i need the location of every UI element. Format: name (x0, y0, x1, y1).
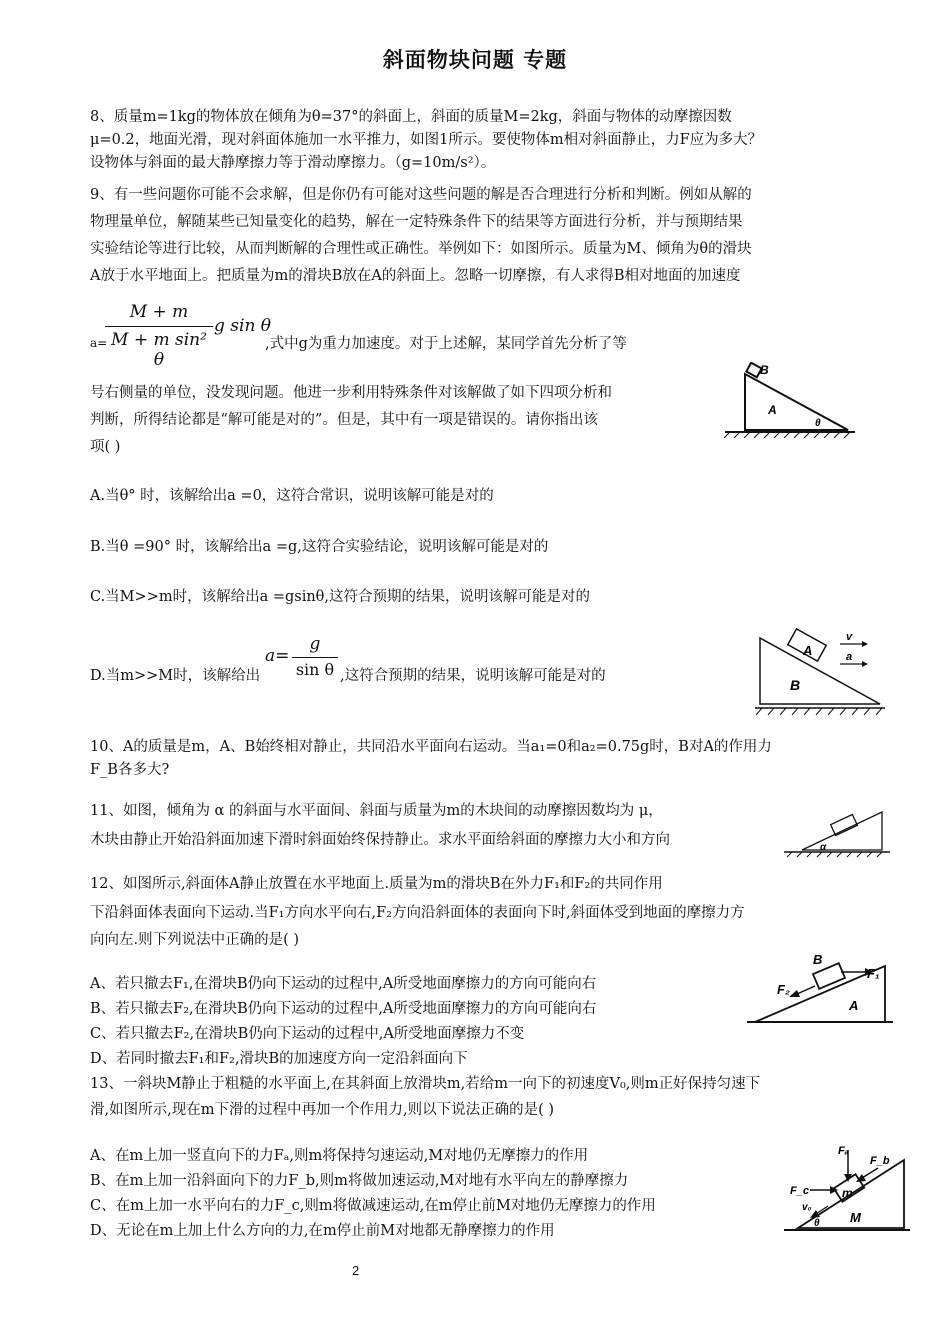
label-a: A (849, 998, 859, 1013)
label-b: B (813, 952, 823, 967)
q13-option-d: D、无论在m上加上什么方向的力,在m停止前M对地都无静摩擦力的作用 (90, 1223, 555, 1239)
q13-option-b: B、在m上加一沿斜面向下的力F_b,则m将做加速运动,M对地有水平向左的静摩擦力 (90, 1173, 629, 1189)
q11-line1: 11、如图，倾角为 α 的斜面与水平面间、斜面与质量为m的木块间的动摩擦因数均为 μ， (90, 803, 663, 819)
q9-line5: ,式中g为重力加速度。对于上述解，某同学首先分析了等 (265, 336, 627, 352)
formula-factor: g sin θ (214, 316, 272, 336)
option-d-lhs: a= (265, 646, 290, 666)
label-a: A (803, 643, 813, 658)
label-a-accel: a (846, 651, 853, 663)
q10-line2: F_B各多大? (90, 762, 170, 778)
fraction-bar (105, 326, 213, 327)
q12-line2: 下沿斜面体表面向下运动.当F₁方向水平向右,F₂方向沿斜面体的表面向下时,斜面体受到地面的摩擦力方 (90, 905, 745, 921)
formula-numerator: M + m (129, 302, 189, 322)
label-fb: F_b (870, 1155, 890, 1167)
incline (802, 812, 882, 850)
q9-option-d-post: ,这符合预期的结果，说明该解可能是对的 (340, 668, 606, 684)
q9-option-a: A.当θ° 时，该解给出a =0，这符合常识，说明该解可能是对的 (90, 488, 494, 504)
page-title: 斜面物块问题 专题 (382, 47, 568, 72)
q9-line2: 物理量单位，解随某些已知量变化的趋势，解在一定特殊条件下的结果等方面进行分析，并与预期结果 (90, 214, 743, 230)
label-theta: θ (814, 1218, 820, 1229)
option-d-numerator: g (309, 634, 321, 654)
q13-option-a: A、在m上加一竖直向下的力Fₐ,则m将保持匀速运动,M对地仍无摩擦力的作用 (90, 1148, 589, 1164)
label-b: B (790, 677, 801, 693)
q13-option-c: C、在m上加一水平向右的力F_c,则m将做减速运动,在m停止前M对地仍无摩擦力的作用 (90, 1198, 656, 1214)
label-a: A (768, 403, 777, 417)
option-d-denominator: sin θ (295, 660, 335, 679)
q12-option-c: C、若只撤去F₂,在滑块B仍向下运动的过程中,A所受地面摩擦力不变 (90, 1026, 525, 1042)
q9-line3: 实验结论等进行比较，从而判断解的合理性或正确性。举例如下：如图所示。质量为M、倾角为θ的滑块 (90, 241, 752, 257)
label-fa: Fₐ (838, 1145, 849, 1157)
q12-line3: 向向左.则下列说法中正确的是( ) (90, 932, 300, 948)
option-d-bar (292, 657, 338, 658)
q8-line3: 设物体与斜面的最大静摩擦力等于滑动摩擦力。（g=10m/s²）。 (90, 155, 496, 171)
q12-option-b: B、若只撤去F₂,在滑块B仍向下运动的过程中,A所受地面摩擦力的方向可能向右 (90, 1001, 597, 1017)
q9-option-c: C.当M>>m时，该解给出a =gsinθ,这符合预期的结果，说明该解可能是对的 (90, 589, 591, 605)
label-alpha: α (820, 842, 827, 853)
q11-line2: 木块由静止开始沿斜面加速下滑时斜面始终保持静止。求水平面给斜面的摩擦力大小和方向 (90, 832, 670, 848)
q11-figure (782, 808, 892, 858)
label-f2: F₂ (777, 982, 790, 997)
q9-figure (720, 362, 860, 438)
label-v: v (846, 631, 853, 643)
label-f1: F₁ (867, 966, 880, 981)
label-big-m: M (850, 1210, 861, 1225)
q13-figure (782, 1140, 912, 1236)
wedge-a (745, 374, 848, 430)
label-b: B (760, 363, 769, 377)
label-theta: θ (815, 418, 821, 429)
q12-line1: 12、如图所示,斜面体A静止放置在水平地面上.质量为m的滑块B在外力F₁和F₂的共同作用 (90, 876, 663, 892)
q9-option-d-pre: D.当m>>M时，该解给出 (90, 668, 261, 684)
label-m: m (842, 1186, 853, 1200)
q9-line8: 项( ) (90, 439, 121, 455)
q9-line1: 9、有一些问题你可能不会求解，但是你仍有可能对这些问题的解是否合理进行分析和判断。例如从解的 (90, 187, 752, 203)
label-fc: F_c (790, 1185, 809, 1197)
q8-line1: 8、质量m=1kg的物体放在倾角为θ=37°的斜面上，斜面的质量M=2kg，斜面与物体的动摩擦因数 (90, 109, 732, 125)
q9-line4: A放于水平地面上。把质量为m的滑块B放在A的斜面上。忽略一切摩擦，有人求得B相对地面的加速度 (90, 268, 741, 284)
q9-option-b: B.当θ =90° 时，该解给出a =g,这符合实验结论，说明该解可能是对的 (90, 539, 549, 555)
label-v0: v₀ (802, 1202, 812, 1213)
q9-line7: 判断，所得结论都是“解可能是对的”。但是，其中有一项是错误的。请你指出该 (90, 412, 598, 428)
q9-line6: 号右侧量的单位，没发现问题。他进一步利用特殊条件对该解做了如下四项分析和 (90, 385, 612, 401)
q12-figure (745, 950, 895, 1030)
q13-line1: 13、一斜块M静止于粗糙的水平面上,在其斜面上放滑块m,若给m一向下的初速度V₀,则m正好保持匀速下 (90, 1076, 761, 1092)
q10-figure (750, 628, 890, 718)
q12-option-a: A、若只撤去F₁,在滑块B仍向下运动的过程中,A所受地面摩擦力的方向可能向右 (90, 976, 597, 992)
page-number: 2 (352, 1263, 360, 1278)
wedge-b (760, 638, 880, 704)
formula-denominator: M + m sin² θ (111, 330, 207, 370)
formula-lhs: a= (90, 336, 108, 350)
q13-line2: 滑,如图所示,现在m下滑的过程中再加一个作用力,则以下说法正确的是( ) (90, 1102, 554, 1118)
q8-line2: μ=0.2，地面光滑，现对斜面体施加一水平推力，如图1所示。要使物体m相对斜面静止，力F应为多大？ (90, 132, 763, 148)
q10-line1: 10、A的质量是m，A、B始终相对静止，共同沿水平面向右运动。当a₁=0和a₂=0.75g时，B对A的作用力 (90, 739, 772, 755)
q12-option-d: D、若同时撤去F₁和F₂,滑块B的加速度方向一定沿斜面向下 (90, 1051, 468, 1067)
